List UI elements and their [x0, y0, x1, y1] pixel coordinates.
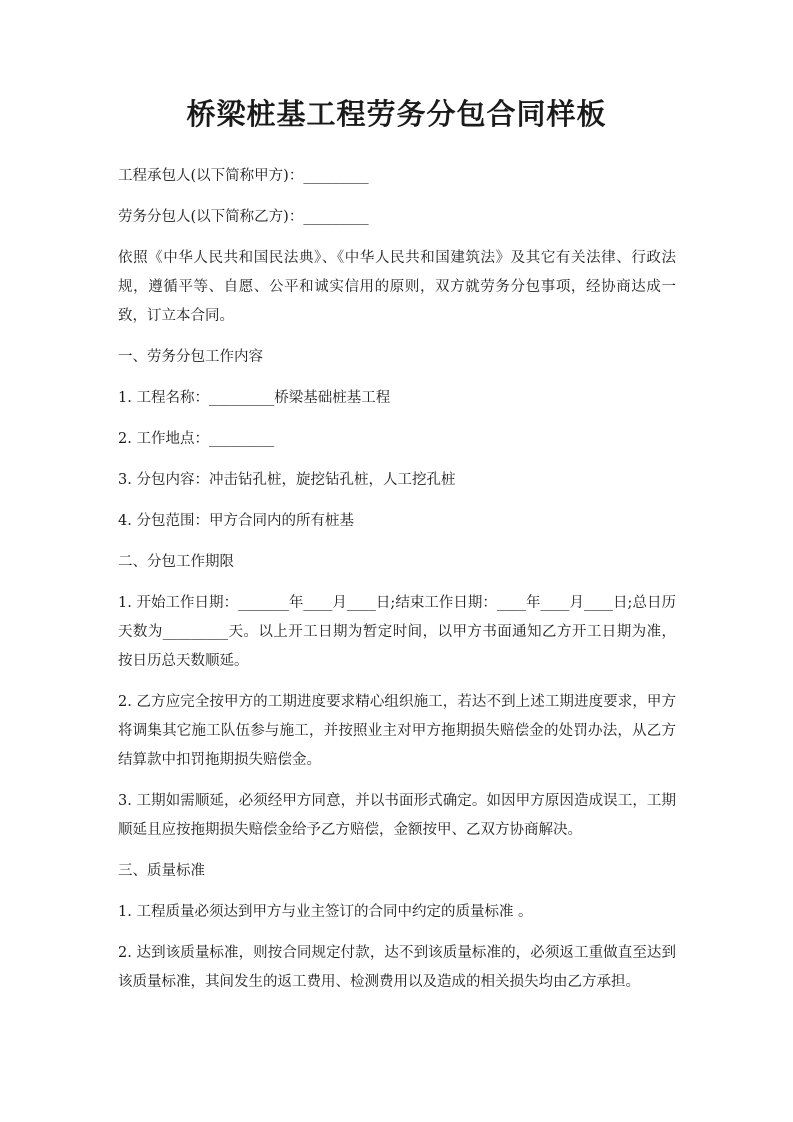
preamble-paragraph: 依照《中华人民共和国民法典》、《中华人民共和国建筑法》及其它有关法律、行政法规，遵循平等、自愿、公平和诚实信用的原则，双方就劳务分包事项，经协商达成一致，订立本合同。 — [118, 250, 676, 324]
clause-2-1: 1. 开始工作日期：_______年____月____日;结束工作日期：____年____月____日;总日历天数为_________天。以上开工日期为暂定时间，以甲方书面通知乙方开工日期为准，按日历总天数顺延。 — [118, 595, 676, 669]
clause-1-2: 2. 工作地点：_________ — [118, 431, 275, 447]
clause-2-3: 3. 工期如需顺延，必须经甲方同意，并以书面形式确定。如因甲方原因造成误工，工期顺延且应按拖期损失赔偿金给予乙方赔偿，金额按甲、乙双方协商解决。 — [118, 793, 676, 838]
clause-2-2: 2. 乙方应完全按甲方的工期进度要求精心组织施工，若达不到上述工期进度要求，甲方将调集其它施工队伍参与施工，并按照业主对甲方拖期损失赔偿金的处罚办法，从乙方结算款中扣罚拖期损失赔偿金。 — [118, 694, 676, 768]
clause-1-4: 4. 分包范围：甲方合同内的所有桩基 — [118, 513, 354, 529]
clause-1-1: 1. 工程名称：_________桥梁基础桩基工程 — [118, 390, 391, 406]
party-a-line: 工程承包人(以下简称甲方)：_________ — [118, 168, 369, 184]
document-title: 桥梁桩基工程劳务分包合同样板 — [186, 97, 607, 131]
party-b-line: 劳务分包人(以下简称乙方)：_________ — [118, 209, 369, 225]
clause-1-3: 3. 分包内容：冲击钻孔桩，旋挖钻孔桩，人工挖孔桩 — [118, 472, 456, 488]
clause-3-2: 2. 达到该质量标准，则按合同规定付款，达不到该质量标准的，必须返工重做直至达到该质量标准，其间发生的返工费用、检测费用以及造成的相关损失均由乙方承担。 — [118, 945, 676, 990]
section-heading-3: 三、质量标准 — [118, 863, 205, 879]
section-heading-2: 二、分包工作期限 — [118, 554, 234, 570]
section-heading-1: 一、劳务分包工作内容 — [118, 349, 263, 365]
clause-3-1: 1. 工程质量必须达到甲方与业主签订的合同中约定的质量标准 。 — [118, 904, 533, 920]
document-body — [118, 162, 676, 1009]
